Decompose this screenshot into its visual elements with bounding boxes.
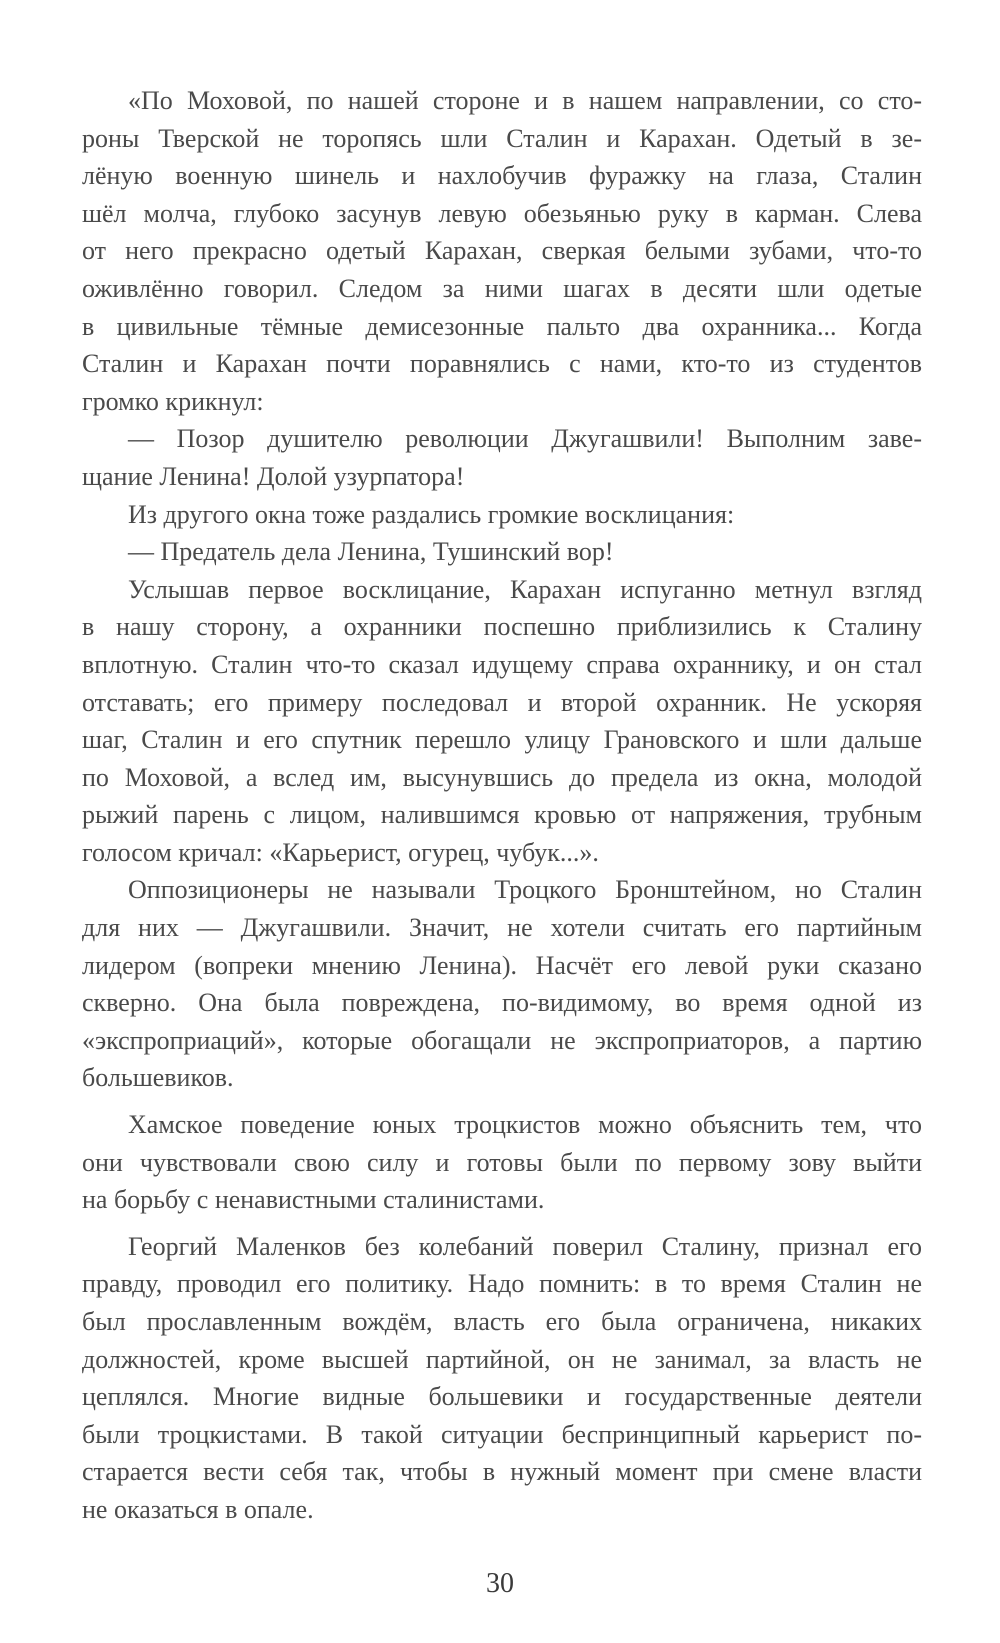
text-line: рыжий парень с лицом, налившимся кровью от напряжения, трубным bbox=[82, 800, 922, 830]
text-line: Георгий Маленков без колебаний поверил Сталину, признал его bbox=[128, 1231, 922, 1261]
text-line: — Предатель дела Ленина, Тушинский вор! bbox=[128, 537, 614, 567]
paragraph bbox=[82, 571, 922, 872]
text-line: Оппозиционеры не называли Троцкого Бронштейном, но Сталин bbox=[128, 875, 922, 905]
text-line: большевиков. bbox=[82, 1063, 234, 1093]
text-line: в нашу сторону, а охранники поспешно приблизились к Сталину bbox=[82, 612, 922, 642]
paragraph-spacer bbox=[82, 1219, 922, 1228]
text-line: был прославленным вождём, власть его была ограничена, никаких bbox=[82, 1307, 922, 1336]
page-number: 30 bbox=[486, 1568, 514, 1599]
text-line: для них — Джугашвили. Значит, не хотели считать его партийным bbox=[82, 913, 922, 943]
paragraph bbox=[82, 82, 922, 420]
text-line: оживлённо говорил. Следом за ними шагах в десяти шли одетые bbox=[82, 273, 922, 303]
paragraph bbox=[82, 533, 922, 571]
text-line: голосом кричал: «Карьерист, огурец, чубук...». bbox=[82, 837, 599, 867]
text-line: лидером (вопреки мнению Ленина). Насчёт его левой руки сказано bbox=[82, 950, 922, 980]
text-line: скверно. Она была повреждена, по-видимому, во время одной из bbox=[82, 988, 922, 1018]
text-line: не оказаться в опале. bbox=[82, 1494, 314, 1524]
text-line: Хамское поведение юных троцкистов можно объяснить тем, что bbox=[128, 1110, 922, 1140]
body-text bbox=[82, 82, 922, 1529]
text-line: Услышав первое восклицание, Карахан испуганно метнул взгляд bbox=[128, 574, 922, 604]
paragraph bbox=[82, 871, 922, 1097]
text-line: шаг, Сталин и его спутник перешло улицу Грановского и шли дальше bbox=[82, 725, 922, 755]
text-line: по Моховой, а вслед им, высунувшись до предела из окна, молодой bbox=[82, 762, 922, 792]
text-line: они чувствовали свою силу и готовы были по первому зову выйти bbox=[82, 1147, 922, 1177]
text-line: в цивильные тёмные демисезонные пальто два охранника... Когда bbox=[82, 311, 922, 341]
text-line: были троцкистами. В такой ситуации беспринципный карьерист по- bbox=[82, 1419, 922, 1449]
text-line: вплотную. Сталин что-то сказал идущему справа охраннику, и он стал bbox=[82, 649, 922, 679]
text-line: шёл молча, глубоко засунув левую обезьянью руку в карман. Слева bbox=[82, 198, 922, 228]
text-line: отставать; его примеру последовал и второй охранник. Не ускоряя bbox=[82, 687, 922, 717]
text-line: Из другого окна тоже раздались громкие восклицания: bbox=[128, 499, 735, 529]
paragraph bbox=[82, 1106, 922, 1219]
text-line: цеплялся. Многие видные большевики и государственные деятели bbox=[82, 1382, 922, 1412]
paragraph-spacer bbox=[82, 1097, 922, 1106]
text-line: «По Моховой, по нашей стороне и в нашем направлении, со сто- bbox=[128, 86, 922, 115]
text-line: на борьбу с ненавистными сталинистами. bbox=[82, 1185, 545, 1215]
text-line: лёную военную шинель и нахлобучив фуражку на глаза, Сталин bbox=[82, 161, 922, 191]
text-line: от него прекрасно одетый Карахан, сверкая белыми зубами, что-то bbox=[82, 236, 922, 266]
text-line: правду, проводил его политику. Надо помнить: в то время Сталин не bbox=[82, 1269, 922, 1299]
paragraph bbox=[82, 420, 922, 495]
text-line: — Позор душителю революции Джугашвили! Выполним заве- bbox=[128, 424, 922, 454]
text-line: громко крикнул: bbox=[82, 386, 264, 416]
text-line: Сталин и Карахан почти поравнялись с нами, кто-то из студентов bbox=[82, 349, 922, 379]
paragraph bbox=[82, 1228, 922, 1529]
text-line: «экспроприаций», которые обогащали не экспроприаторов, а партию bbox=[82, 1025, 922, 1055]
text-line: роны Тверской не торопясь шли Сталин и Карахан. Одетый в зе- bbox=[82, 123, 922, 153]
paragraph bbox=[82, 496, 922, 534]
text-line: должностей, кроме высшей партийной, он не занимал, за власть не bbox=[82, 1344, 922, 1374]
text-line: старается вести себя так, чтобы в нужный момент при смене власти bbox=[82, 1457, 922, 1487]
text-line: щание Ленина! Долой узурпатора! bbox=[82, 461, 465, 491]
